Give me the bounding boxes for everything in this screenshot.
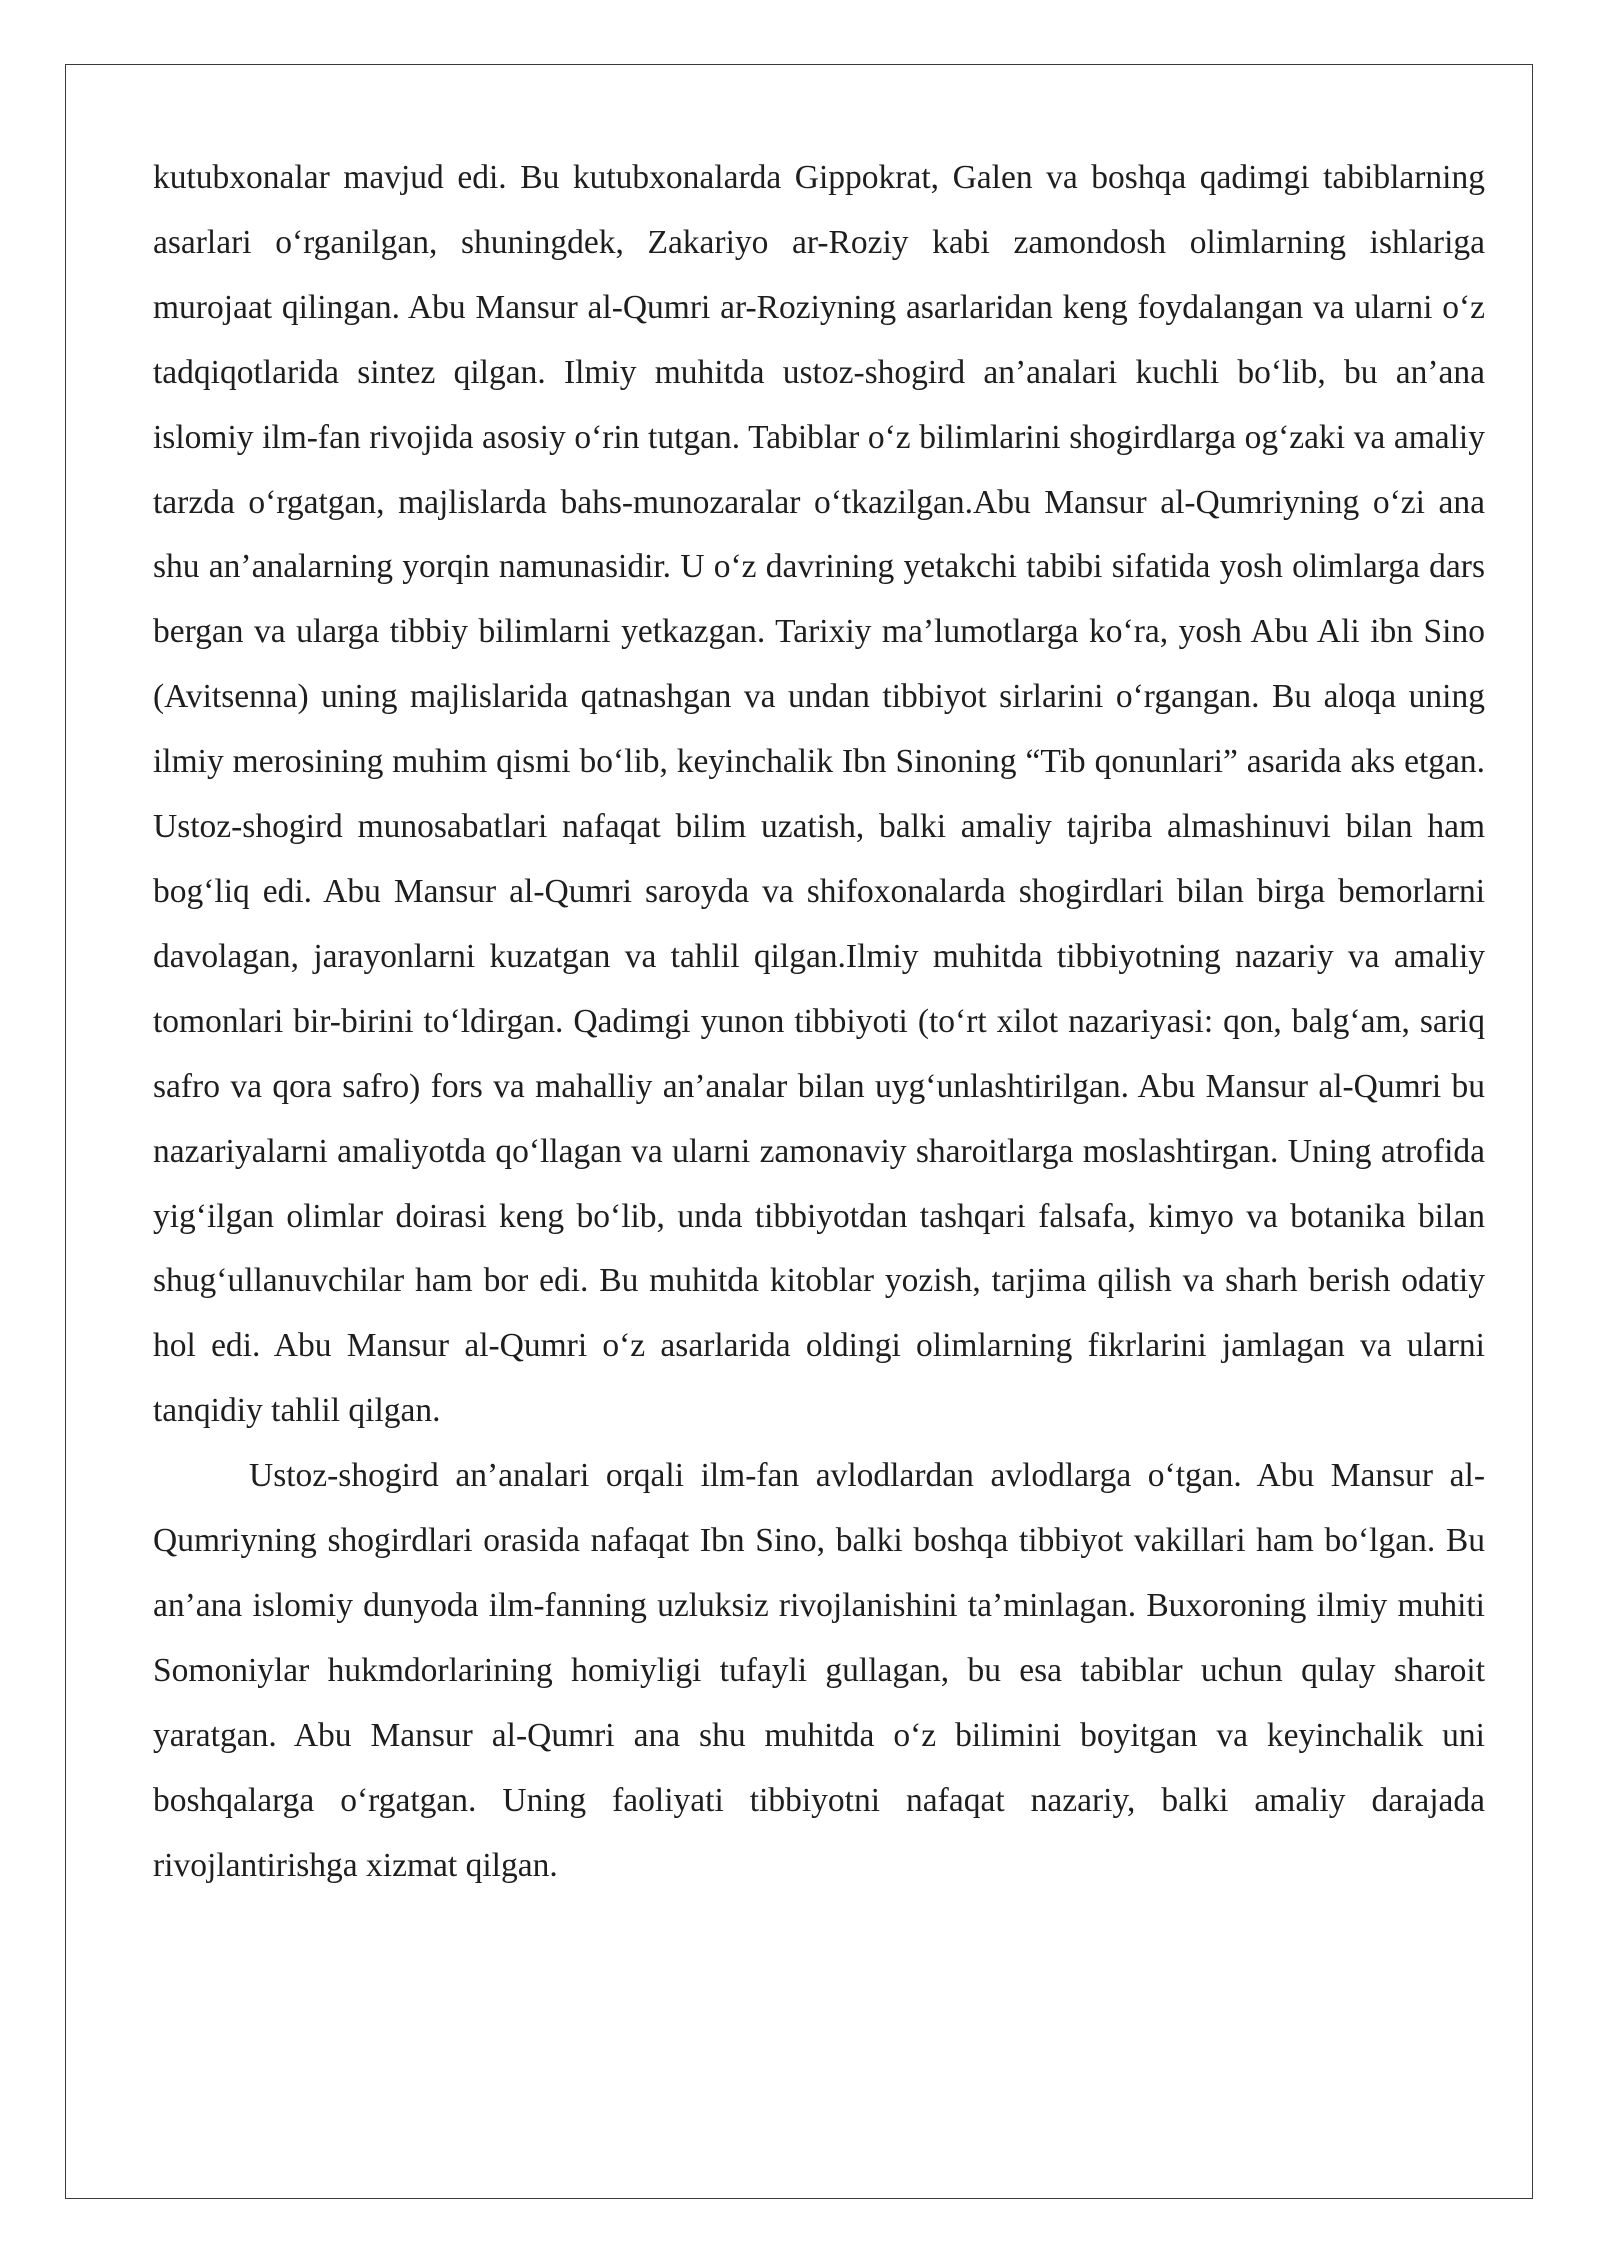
paragraph-continued: kutubxonalar mavjud edi. Bu kutubxonalarda Gippokrat, Galen va boshqa qadimgi tabiblarning asarlari o‘rganilgan, shuningdek, Zakariyo ar-Roziy kabi zamondosh olimlarning ishlariga murojaat qilingan. Abu Mansur al-Qumri ar-Roziyning asarlaridan keng foydalangan va ularni o‘z tadqiqotlarida sintez qilgan. Ilmiy muhitda ustoz-shogird an’analari kuchli bo‘lib, bu an’ana islomiy ilm-fan rivojida asosiy o‘rin tutgan. Tabiblar o‘z bilimlarini shogirdlarga og‘zaki va amaliy tarzda o‘rgatgan, majlislarda bahs-munozaralar o‘tkazilgan.Abu Mansur al-Qumriyning o‘zi ana shu an’analarning yorqin namunasidir. U o‘z davrining yetakchi tabibi sifatida yosh olimlarga dars bergan va ularga tibbiy bilimlarni yetkazgan. Tarixiy ma’lumotlarga ko‘ra, yosh Abu Ali ibn Sino (Avitsenna) uning majlislarida qatnashgan va undan tibbiyot sirlarini o‘rgangan. Bu aloqa uning ilmiy merosining muhim qismi bo‘lib, keyinchalik Ibn Sinoning “Tib qonunlari” asarida aks etgan. Ustoz-shogird munosabatlari nafaqat bilim uzatish, balki amaliy tajriba almashinuvi bilan ham bog‘liq edi. Abu Mansur al-Qumri saroyda va shifoxonalarda shogirdlari bilan birga bemorlarni davolagan, jarayonlarni kuzatgan va tahlil qilgan.Ilmiy muhitda tibbiyotning nazariy va amaliy tomonlari bir-birini to‘ldirgan. Qadimgi yunon tibbiyoti (to‘rt xilot nazariyasi: qon, balg‘am, sariq safro va qora safro) fors va mahalliy an’analar bilan uyg‘unlashtirilgan. Abu Mansur al-Qumri bu nazariyalarni amaliyotda qo‘llagan va ularni zamonaviy sharoitlarga moslashtirgan. Uning atrofida yig‘ilgan olimlar doirasi keng bo‘lib, unda tibbiyotdan tashqari falsafa, kimyo va botanika bilan shug‘ullanuvchilar ham bor edi. Bu muhitda kitoblar yozish, tarjima qilish va sharh berish odatiy hol edi. Abu Mansur al-Qumri o‘z asarlarida oldingi olimlarning fikrlarini jamlagan va ularni tanqidiy tahlil qilgan.: [153, 159, 1485, 1430]
paragraph: Ustoz-shogird an’analari orqali ilm-fan avlodlardan avlodlarga o‘tgan. Abu Mansur al-Qumriyning shogirdlari orasida nafaqat Ibn Sino, balki boshqa tibbiyot vakillari ham bo‘lgan. Bu an’ana islomiy dunyoda ilm-fanning uzluksiz rivojlanishini ta’minlagan. Buxoroning ilmiy muhiti Somoniylar hukmdorlarining homiyligi tufayli gullagan, bu esa tabiblar uchun qulay sharoit yaratgan. Abu Mansur al-Qumri ana shu muhitda o‘z bilimini boyitgan va keyinchalik uni boshqalarga o‘rgatgan. Uning faoliyati tibbiyotni nafaqat nazariy, balki amaliy darajada rivojlantirishga xizmat qilgan.: [153, 1457, 1485, 1884]
document-body: [153, 146, 1485, 1898]
